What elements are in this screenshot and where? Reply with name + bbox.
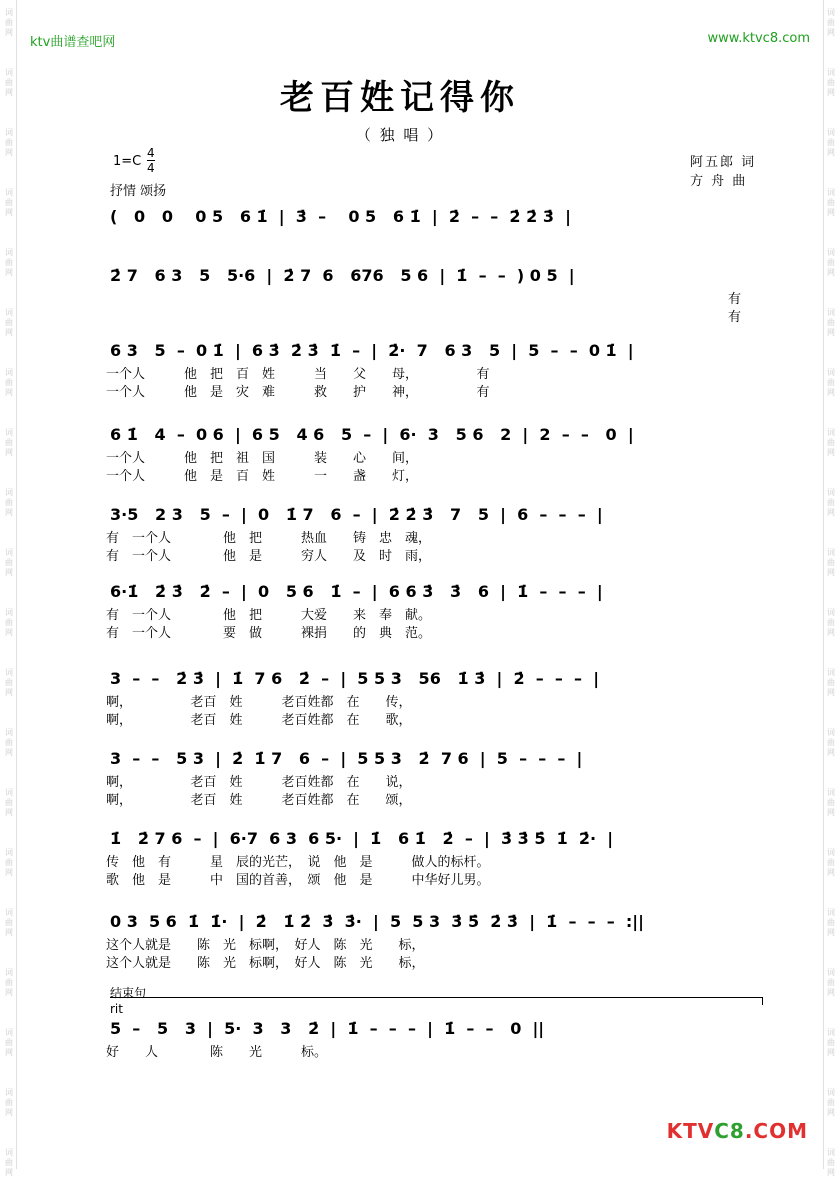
watermark-text: 词曲网 <box>827 8 835 37</box>
watermark-text: 词曲网 <box>827 1148 835 1177</box>
lyric-verse-2: 啊， 老百 姓 老百姓都 在 颂， <box>106 793 412 808</box>
lyric-verse-1: 一个人 他 把 百 姓 当 父 母， 有 <box>106 367 490 382</box>
watermark-text: 词曲网 <box>5 8 13 37</box>
lyric-verse-1: 有 一个人 他 把 热血 铸 忠 魂， <box>106 531 432 546</box>
watermark-text: 词曲网 <box>5 908 13 937</box>
lyric-verse-2: 一个人 他 是 灾 难 救 护 神， 有 <box>106 385 490 400</box>
lyric-verse-1: 一个人 他 把 祖 国 装 心 间， <box>106 451 419 466</box>
ending-label: 结束句 <box>110 986 147 1000</box>
watermark-text: 词曲网 <box>827 848 835 877</box>
watermark-text: 词曲网 <box>5 848 13 877</box>
watermark-text: 词曲网 <box>5 1028 13 1057</box>
lyric-verse-2: 啊， 老百 姓 老百姓都 在 歌， <box>106 713 412 728</box>
notation-line: 3 – – 5 3 | 2̇ 1̇ 7 6 – | 5 5 3 2̇ 7 6 | 5 – – – | <box>110 749 583 768</box>
notation-line: ( 0 0 0 5 6 1̇ | 3̇ – 0 5 6 1̇ | 2̇ – – 2̇ 2̇ 3̇ | <box>110 207 571 226</box>
song-title: 老百姓记得你 <box>280 78 520 118</box>
watermark-text: 词曲网 <box>5 608 13 637</box>
watermark-text: 词曲网 <box>5 1088 13 1117</box>
watermark-text: 词曲网 <box>827 308 835 337</box>
time-signature <box>147 146 155 175</box>
notation-line: 6 1̇ 4 – 0 6 | 6 5 4 6 5 – | 6· 3 5 6 2 | 2 – – 0 | <box>110 425 634 444</box>
key-signature: 1=C <box>113 154 142 169</box>
meter-top: 4 <box>147 146 155 160</box>
notation-line: 3 – – 2̇ 3̇ | 1̇ 7 6 2̇ – | 5 5 3 56 1̇ 3̇ | 2̇ – – – | <box>110 669 600 688</box>
left-margin-line <box>16 0 17 1169</box>
watermark-text: 词曲网 <box>827 788 835 817</box>
lyric-verse-1: 传 他 有 星 辰的光芒， 说 他 是 做人的标杆。 <box>106 855 490 870</box>
watermark-text: 词曲网 <box>827 548 835 577</box>
composer: 方 舟 曲 <box>690 174 748 189</box>
watermark-text: 词曲网 <box>827 1088 835 1117</box>
watermark-text: 词曲网 <box>827 188 835 217</box>
site-name[interactable]: ktv曲谱查吧网 <box>30 35 116 50</box>
lyricist: 阿五郎 词 <box>690 155 757 170</box>
watermark-text: 词曲网 <box>5 308 13 337</box>
watermark-text: 词曲网 <box>5 1148 13 1177</box>
watermark-text: 词曲网 <box>827 488 835 517</box>
watermark-text: 词曲网 <box>5 128 13 157</box>
site-url[interactable]: www.ktvc8.com <box>707 31 810 46</box>
meter-bottom: 4 <box>147 161 155 175</box>
logo-part-3: .COM <box>744 1119 808 1143</box>
notation-line: 1̇ 2̇ 7 6 – | 6·7 6 3 6 5· | 1̇ 6 1̇ 2̇ – | 3̇ 3̇ 5̇ 1̇ 2̇· | <box>110 829 614 848</box>
lyric-verse-2: 这个人就是 陈 光 标啊， 好人 陈 光 标， <box>106 956 425 971</box>
watermark-text: 词曲网 <box>827 248 835 277</box>
notation-line: 5 – 5 3 | 5· 3 3 2̇ | 1̇ – – – | 1̇ – – 0 || <box>110 1019 545 1038</box>
watermark-text: 词曲网 <box>827 908 835 937</box>
watermark-text: 词曲网 <box>5 188 13 217</box>
notation-line: 6 3 5 – 0 1̇ | 6 3̇ 2̇ 3̇ 1̇ – | 2̇· 7 6 3 5 | 5 – – 0 1̇ | <box>110 341 634 360</box>
logo-part-2: C8 <box>714 1119 745 1143</box>
tempo-mark: 抒情 颂扬 <box>110 184 167 199</box>
notation-line: 6·1̇ 2̇ 3̇ 2̇ – | 0 5 6 1̇ – | 6 6 3̇ 3̇ 6 | 1̇ – – – | <box>110 582 603 601</box>
watermark-text: 词曲网 <box>5 248 13 277</box>
watermark-text: 词曲网 <box>5 488 13 517</box>
watermark-text: 词曲网 <box>5 668 13 697</box>
watermark-text: 词曲网 <box>827 608 835 637</box>
lyric-verse-2: 有 <box>728 310 742 325</box>
ktvc8-logo <box>667 1119 808 1143</box>
notation-line: 2̇ 7 6 3 5 5·6 | 2̇ 7 6 676 5 6 | 1̇ – – ) 0 5 | <box>110 266 575 285</box>
lyric-verse-1: 好 人 陈 光 标。 <box>106 1045 328 1060</box>
lyric-verse-1: 啊， 老百 姓 老百姓都 在 传， <box>106 695 412 710</box>
lyric-verse-1: 啊， 老百 姓 老百姓都 在 说， <box>106 775 412 790</box>
watermark-text: 词曲网 <box>5 968 13 997</box>
watermark-text: 词曲网 <box>827 368 835 397</box>
watermark-text: 词曲网 <box>827 1028 835 1057</box>
watermark-text: 词曲网 <box>827 968 835 997</box>
ending-bracket-tick <box>762 997 763 1005</box>
notation-line: 3·5 2 3 5 – | 0 1̇ 7 6 – | 2̇ 2̇ 3̇ 7 5 | 6 – – – | <box>110 505 603 524</box>
watermark-text: 词曲网 <box>827 428 835 457</box>
watermark-text: 词曲网 <box>5 728 13 757</box>
watermark-text: 词曲网 <box>827 128 835 157</box>
watermark-text: 词曲网 <box>5 788 13 817</box>
notation-line: 0 3 5 6 1̇ 1̇· | 2̇ 1̇ 2̇ 3̇ 3̇· | 5 5 3 3̇ 5̇ 2̇ 3̇ | 1̇ – – – :|| <box>110 912 644 931</box>
lyric-verse-1: 有 一个人 他 把 大爱 来 奉 献。 <box>106 608 432 623</box>
lyric-verse-2: 有 一个人 要 做 裸捐 的 典 范。 <box>106 626 432 641</box>
watermark-text: 词曲网 <box>5 428 13 457</box>
watermark-text: 词曲网 <box>827 668 835 697</box>
watermark-text: 词曲网 <box>827 68 835 97</box>
watermark-column-left <box>2 0 16 1177</box>
lyric-verse-1: 有 <box>728 292 742 307</box>
watermark-text: 词曲网 <box>5 548 13 577</box>
ritardando-mark: rit <box>110 1002 123 1016</box>
lyric-verse-2: 歌 他 是 中 国的首善， 颂 他 是 中华好儿男。 <box>106 873 490 888</box>
right-margin-line <box>823 0 824 1169</box>
lyric-verse-1: 这个人就是 陈 光 标啊， 好人 陈 光 标， <box>106 938 425 953</box>
watermark-column-right <box>824 0 838 1177</box>
watermark-text: 词曲网 <box>5 368 13 397</box>
lyric-verse-2: 有 一个人 他 是 穷人 及 时 雨， <box>106 549 432 564</box>
watermark-text: 词曲网 <box>5 68 13 97</box>
ending-bracket <box>110 997 763 998</box>
lyric-verse-2: 一个人 他 是 百 姓 一 盏 灯， <box>106 469 419 484</box>
logo-part-1: KTV <box>666 1119 715 1143</box>
watermark-text: 词曲网 <box>827 728 835 757</box>
song-subtitle: （ 独 唱 ） <box>355 126 445 144</box>
